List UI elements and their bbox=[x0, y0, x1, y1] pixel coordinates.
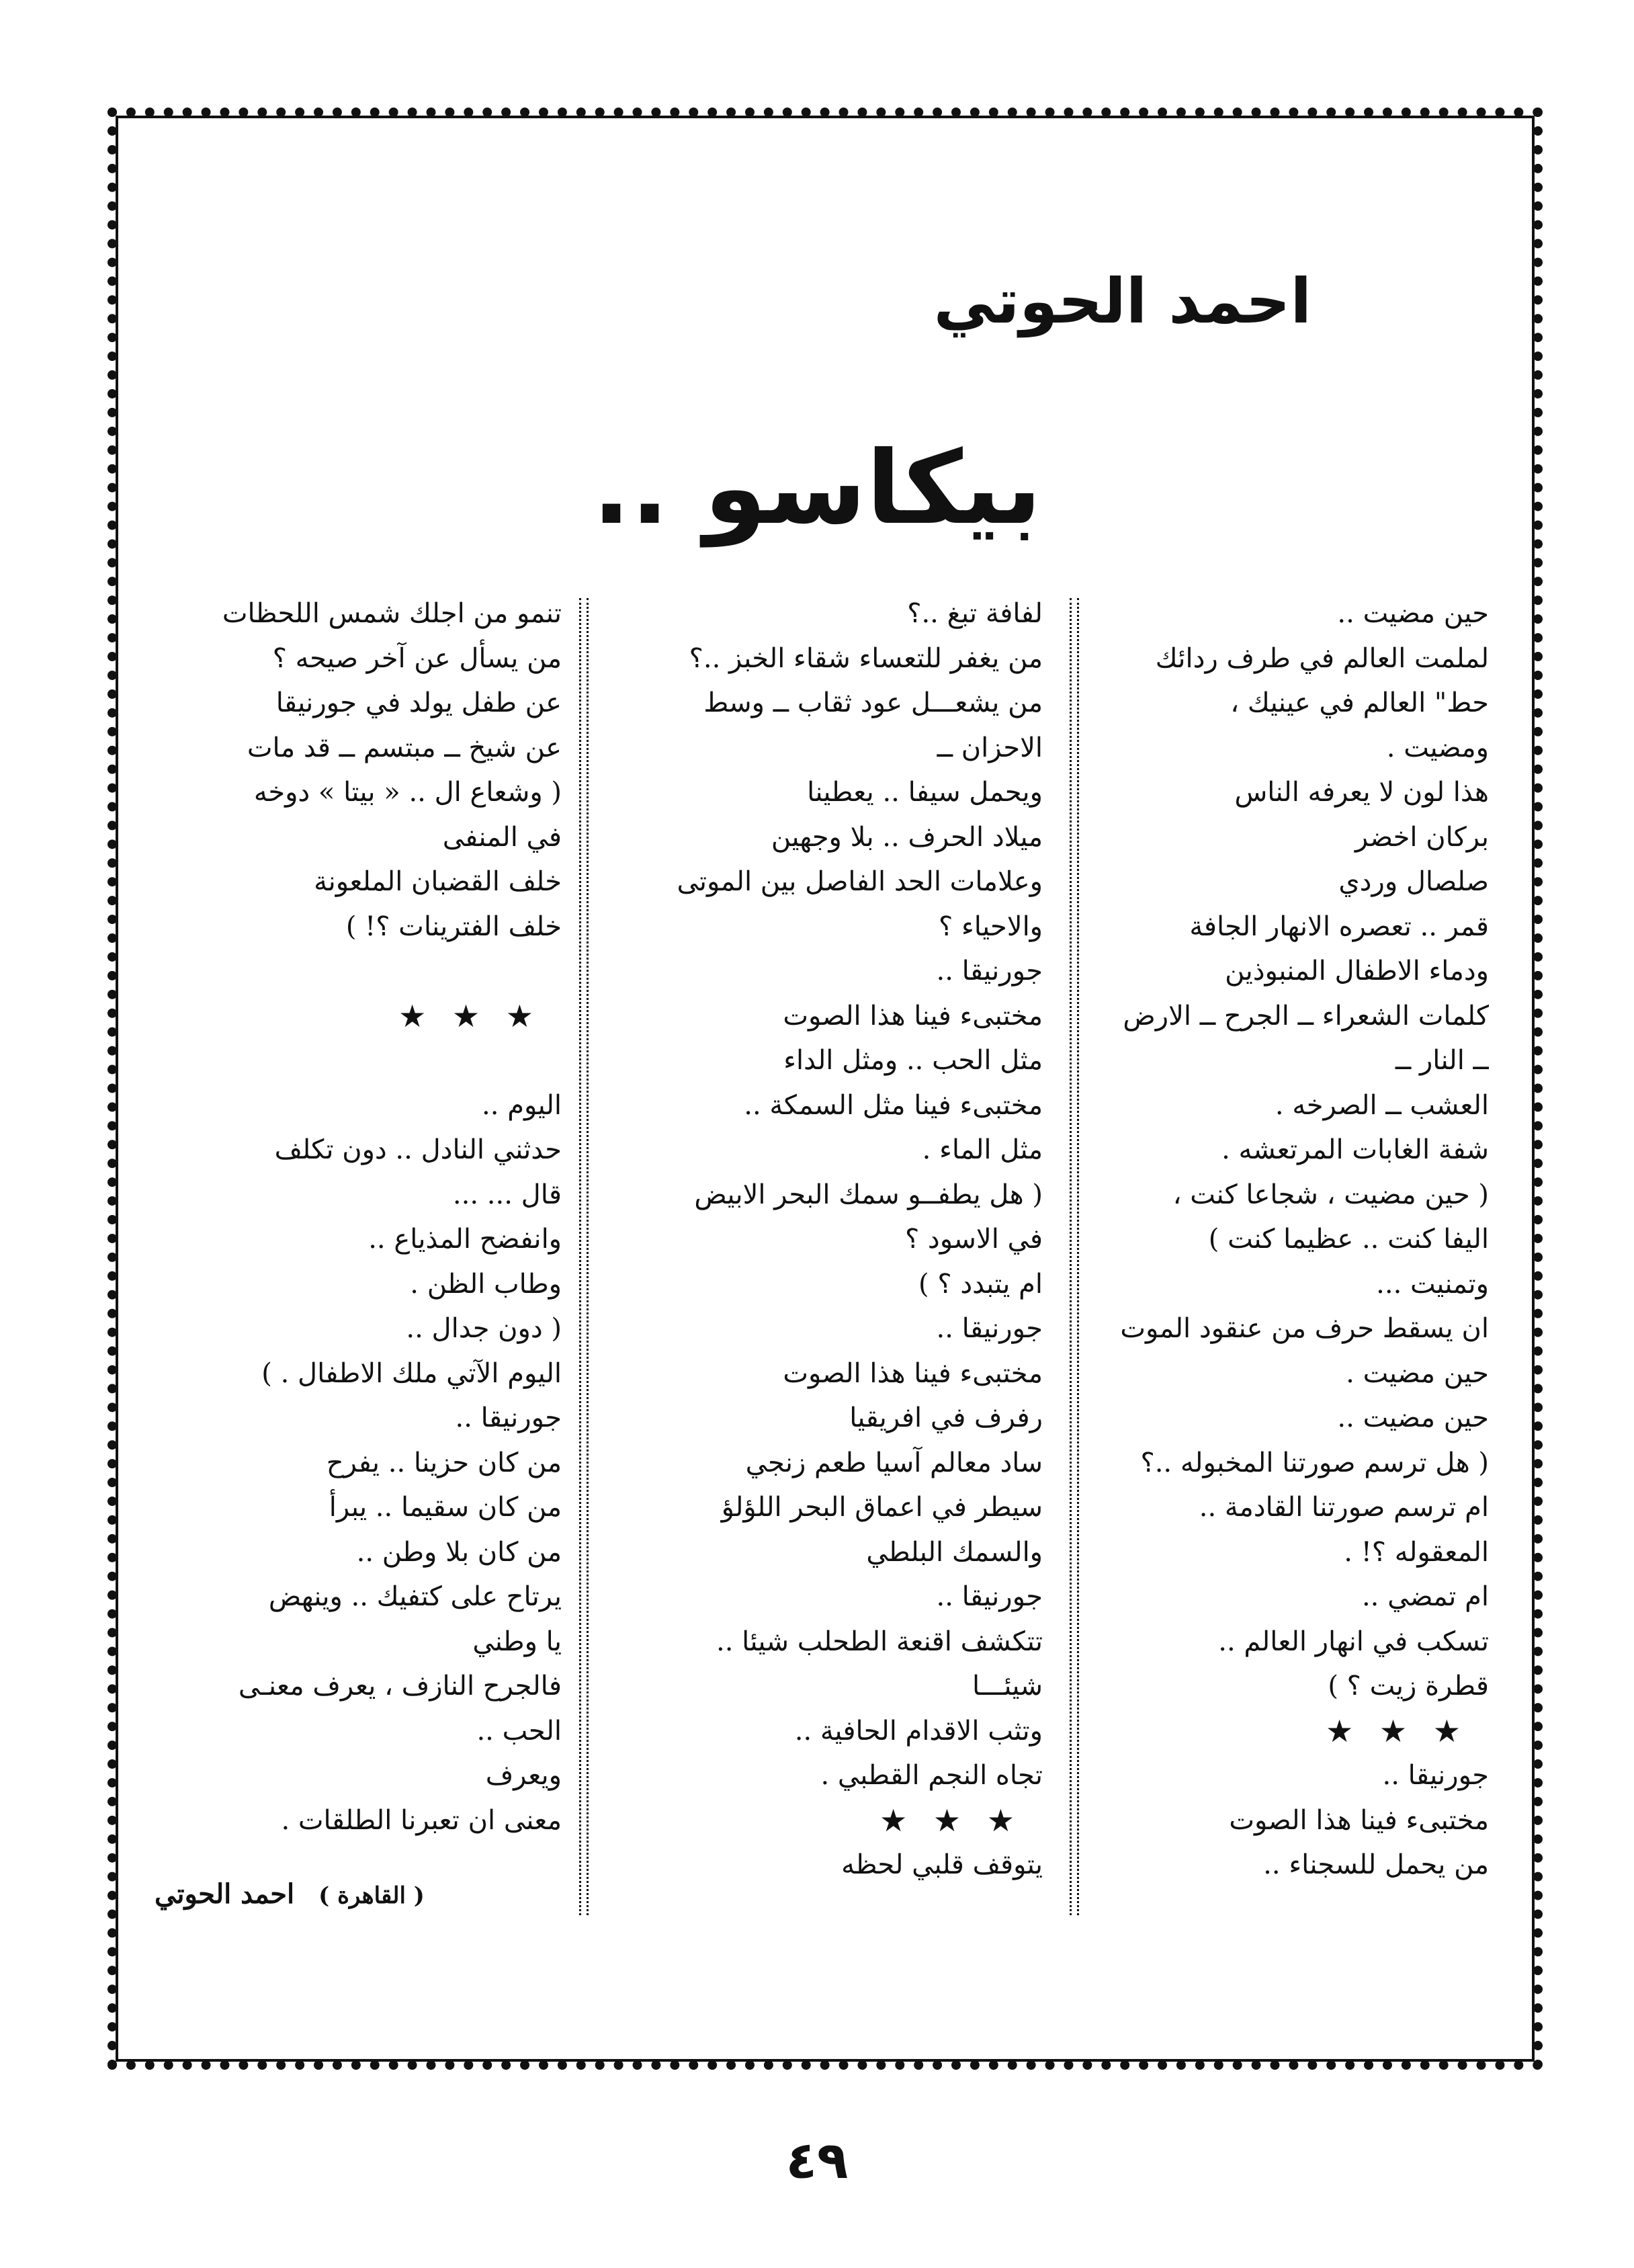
poem-line bbox=[138, 1038, 562, 1083]
poem-line: ام ترسم صورتنا القادمة .. bbox=[1199, 1492, 1489, 1523]
author-name: احمد الحوتي bbox=[933, 265, 1312, 337]
poem-line: من يحمل للسجناء .. bbox=[1263, 1849, 1489, 1880]
poem-line: وتمنيت ... bbox=[1376, 1268, 1489, 1300]
poem-line: الاحزان ــ bbox=[937, 732, 1043, 763]
poem-line: شفة الغابات المرتعشه . bbox=[1221, 1134, 1489, 1165]
poem-line: ــ النار ــ bbox=[1395, 1045, 1489, 1076]
poem-line: مثل الحب .. ومثل الداء bbox=[783, 1045, 1043, 1076]
poem-line: الحب .. bbox=[476, 1715, 562, 1747]
poem-line: وتثب الاقدام الحافية .. bbox=[794, 1715, 1043, 1747]
poem-line: عن شيخ ــ مبتسم ــ قد مات bbox=[247, 732, 562, 763]
poem-line: من كان سقيما .. يبرأ bbox=[329, 1492, 562, 1523]
section-separator: ★ ★ ★ bbox=[1326, 1712, 1469, 1749]
poem-line: لملمت العالم في طرف ردائك bbox=[1155, 642, 1489, 674]
poem-line: مثل الماء . bbox=[922, 1134, 1043, 1165]
poem-line: حدثني النادل .. دون تكلف bbox=[274, 1134, 562, 1165]
poem-line: مختبىء فينا هذا الصوت bbox=[783, 1357, 1043, 1389]
poem-line: والاحياء ؟ bbox=[939, 911, 1043, 942]
poem-line: قال ... ... bbox=[452, 1179, 562, 1210]
poem-line: حين مضيت . bbox=[1346, 1357, 1489, 1389]
poem-line: حين مضيت .. bbox=[1337, 1402, 1489, 1433]
poem-line: قمر .. تعصره الانهار الجافة bbox=[1189, 911, 1489, 942]
poem-line: ويحمل سيفا .. يعطينا bbox=[807, 777, 1043, 808]
poem-line: ( دون جدال .. bbox=[406, 1313, 562, 1344]
poem-line: العشب ــ الصرخه . bbox=[1275, 1089, 1489, 1121]
poem-line: ويعرف bbox=[485, 1760, 562, 1791]
poem-column-left bbox=[138, 591, 562, 1843]
poem-line: في الاسود ؟ bbox=[904, 1224, 1043, 1255]
poem-line: شيئـــا bbox=[972, 1671, 1043, 1702]
poem-line: ام يتبدد ؟ ) bbox=[918, 1268, 1043, 1300]
poem-line: بركان اخضر bbox=[1354, 821, 1489, 853]
section-separator: ★ ★ ★ bbox=[398, 997, 542, 1034]
poem-line: جورنيقا .. bbox=[1382, 1760, 1489, 1791]
poem-line: في المنفى bbox=[442, 821, 562, 853]
poem-line: هذا لون لا يعرفه الناس bbox=[1234, 777, 1489, 808]
poem-line bbox=[138, 949, 562, 994]
poem-line: اليفا كنت .. عظيما كنت ) bbox=[1208, 1224, 1489, 1255]
poem-line: تجاه النجم القطبي . bbox=[820, 1760, 1043, 1791]
poem-line: خلف الفترينات ؟! ) bbox=[345, 911, 562, 942]
poem-line: اليوم .. bbox=[482, 1089, 562, 1121]
poem-line: من يسأل عن آخر صيحه ؟ bbox=[272, 642, 562, 674]
poem-line: رفرف في افريقيا bbox=[849, 1402, 1043, 1433]
poem-line: ساد معالم آسيا طعم زنجي bbox=[745, 1447, 1043, 1478]
poem-line: ( هل يطفــو سمك البحر الابيض bbox=[694, 1179, 1043, 1210]
poem-line: ( هل ترسم صورتنا المخبوله ..؟ bbox=[1140, 1447, 1489, 1478]
poem-line: مختبىء فينا هذا الصوت bbox=[783, 1000, 1043, 1032]
poem-line: قطرة زيت ؟ ) bbox=[1328, 1671, 1489, 1702]
signature-name: احمد الحوتي bbox=[155, 1878, 295, 1910]
poem-line: مختبىء فينا هذا الصوت bbox=[1229, 1804, 1489, 1836]
poem-line: تسكب في انهار العالم .. bbox=[1218, 1626, 1489, 1657]
signature-place: ( القاهرة ) bbox=[318, 1882, 425, 1909]
poem-line: اليوم الآتي ملك الاطفال . ) bbox=[261, 1357, 562, 1389]
section-separator: ★ ★ ★ bbox=[879, 1802, 1023, 1839]
column-divider bbox=[1070, 598, 1079, 1915]
poem-line: ومضيت . bbox=[1386, 732, 1489, 763]
poem-line: وعلامات الحد الفاصل بين الموتى bbox=[677, 866, 1043, 897]
poem-line: من يغفر للتعساء شقاء الخبز ..؟ bbox=[689, 642, 1043, 674]
page-number: ٤٩ bbox=[785, 2130, 849, 2190]
poem-line: صلصال وردي bbox=[1338, 866, 1489, 897]
poem-line: ميلاد الحرف .. بلا وجهين bbox=[771, 821, 1043, 853]
poem-line: جورنيقا .. bbox=[936, 1581, 1043, 1612]
poem-line: ودماء الاطفال المنبوذين bbox=[1225, 956, 1489, 986]
poem-line: فالجرح النازف ، يعرف معنـى bbox=[238, 1671, 562, 1702]
poem-line: معنى ان تعبرنا الطلقات . bbox=[281, 1804, 562, 1836]
poem-line: حين مضيت .. bbox=[1337, 598, 1489, 629]
poem-line: ان يسقط حرف من عنقود الموت bbox=[1120, 1313, 1489, 1344]
poem-line: مختبىء فينا مثل السمكة .. bbox=[744, 1089, 1043, 1121]
poem-line: خلف القضبان الملعونة bbox=[314, 866, 562, 897]
poem-line: يتوقف قلبي لحظه bbox=[841, 1849, 1043, 1880]
poem-line: جورنيقا .. bbox=[936, 1313, 1043, 1344]
poem-line: المعقوله ؟! . bbox=[1344, 1536, 1489, 1568]
poem-line: لفافة تبغ ..؟ bbox=[907, 598, 1043, 629]
poem-line: ( وشعاع ال .. « بيتا » دوخه bbox=[253, 777, 562, 808]
poem-line: سيطر في اعماق البحر اللؤلؤ bbox=[721, 1492, 1043, 1523]
column-divider bbox=[579, 598, 589, 1915]
poem-title: بيكاسو .. bbox=[592, 430, 1042, 547]
poem-line: حط" العالم في عينيك ، bbox=[1230, 687, 1489, 718]
poem-line: والسمك البلطي bbox=[866, 1536, 1043, 1568]
poem-line: ( حين مضيت ، شجاعا كنت ، bbox=[1172, 1179, 1489, 1210]
poem-line: من يشعـــل عود ثقاب ــ وسط bbox=[703, 687, 1043, 718]
poem-line: جورنيقا .. bbox=[455, 1402, 562, 1433]
poem-column-right bbox=[1099, 591, 1489, 1888]
poem-line: تتكشف اقنعة الطحلب شيئا .. bbox=[716, 1626, 1043, 1657]
poem-line: عن طفل يولد في جورنيقا bbox=[275, 687, 562, 718]
poem-line: يا وطني bbox=[472, 1626, 562, 1657]
poem-line: جورنيقا .. bbox=[936, 956, 1043, 986]
poem-line: وطاب الظن . bbox=[410, 1268, 562, 1300]
poem-line: تنمو من اجلك شمس اللحظات bbox=[222, 598, 562, 629]
poem-line: كلمات الشعراء ــ الجرح ــ الارض bbox=[1123, 1000, 1489, 1032]
poem-line: من كان حزينا .. يفرح bbox=[326, 1447, 562, 1478]
signature bbox=[155, 1878, 425, 1910]
poem-line: ام تمضي .. bbox=[1361, 1581, 1489, 1612]
poem-line: من كان بلا وطن .. bbox=[356, 1536, 562, 1568]
poem-line: وانفضح المذياع .. bbox=[368, 1224, 562, 1255]
poem-column-middle bbox=[640, 591, 1043, 1888]
poem-line: يرتاح على كتفيك .. وينهض bbox=[268, 1581, 562, 1612]
